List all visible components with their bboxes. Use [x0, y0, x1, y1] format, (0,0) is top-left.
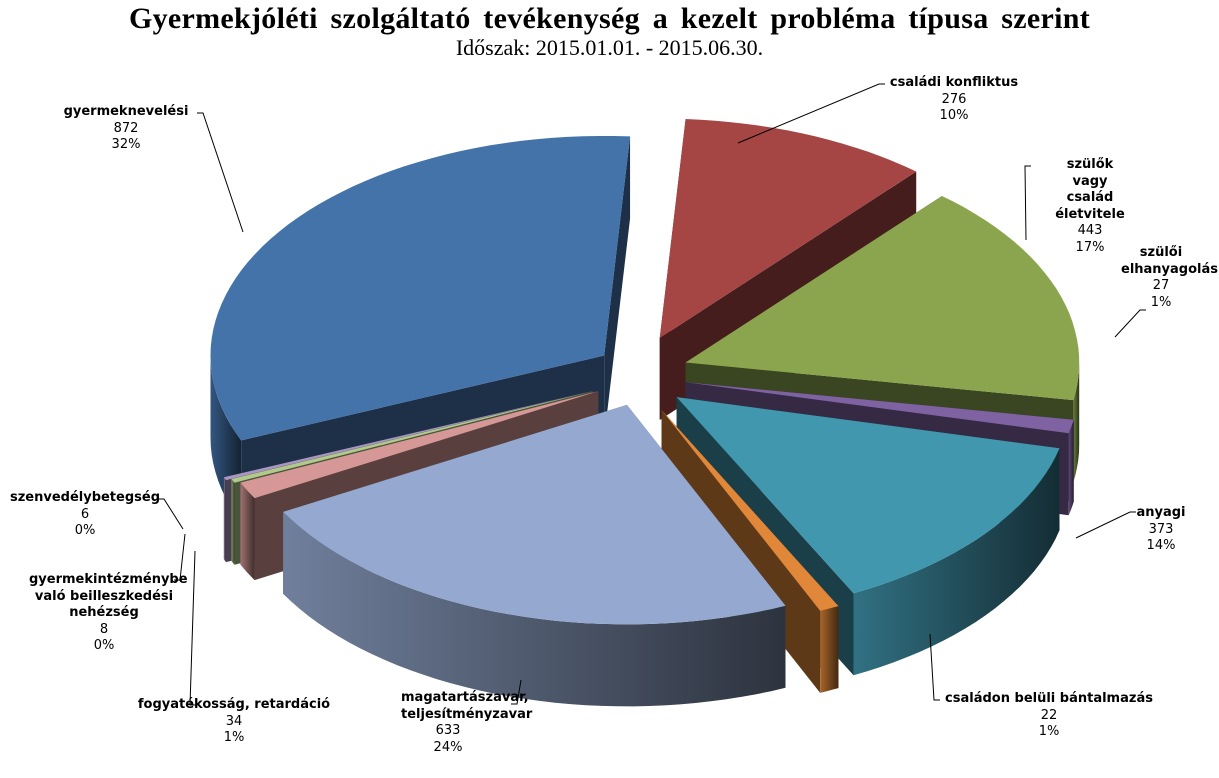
data-label-percent: 1% — [1038, 724, 1060, 739]
data-label-percent: 1% — [1150, 294, 1172, 310]
data-label-name: fogyatékosság, retardáció — [137, 697, 331, 712]
data-label-name: anyagi — [1136, 505, 1186, 520]
data-label-percent: 0% — [93, 638, 115, 653]
data-label-percent: 17% — [1075, 239, 1105, 255]
pie-side-s8 — [224, 477, 226, 562]
data-label-percent: 1% — [223, 730, 245, 745]
data-label-7 — [9, 572, 199, 655]
pie-side-s2 — [1069, 420, 1074, 516]
data-label-5 — [343, 690, 553, 756]
leader-line-2 — [1115, 310, 1146, 337]
data-label-8 — [0, 490, 190, 540]
data-label-value: 6 — [80, 506, 90, 522]
data-label-value: 373 — [1148, 521, 1174, 537]
data-label-value: 34 — [225, 713, 243, 729]
data-label-percent: 14% — [1146, 538, 1176, 553]
data-label-4 — [944, 691, 1154, 741]
data-label-name: családon belüli bántalmazás — [945, 691, 1153, 706]
data-label-name: szülők vagy család életvitele — [1055, 157, 1125, 222]
data-label-value: 22 — [1040, 707, 1058, 723]
data-label-name: családi konfliktus — [889, 75, 1019, 90]
data-label-name: szenvedélybetegség — [9, 490, 161, 505]
data-label-value: 276 — [941, 91, 967, 107]
data-label-value: 8 — [99, 621, 109, 637]
data-label-2 — [1056, 245, 1219, 311]
data-label-value: 443 — [1077, 223, 1103, 238]
data-label-6 — [129, 697, 339, 747]
pie-side-s7 — [231, 479, 234, 565]
pie-tops — [211, 119, 1080, 624]
data-label-value: 633 — [435, 723, 461, 738]
data-label-percent: 32% — [111, 137, 141, 152]
data-label-value: 872 — [113, 120, 139, 136]
data-label-0 — [849, 75, 1059, 125]
data-label-percent: 0% — [74, 523, 96, 538]
chart-subtitle: Időszak: 2015.01.01. - 2015.06.30. — [455, 35, 764, 60]
data-label-9 — [21, 104, 231, 154]
data-label-percent: 24% — [433, 739, 463, 755]
pie-side-s4 — [820, 606, 838, 693]
data-label-1 — [985, 157, 1195, 256]
data-label-name: gyermekintézménybe való beilleszkedési nehézség — [29, 572, 188, 620]
data-label-name: magatartászavar, teljesítményzavar — [401, 690, 533, 722]
data-label-value: 27 — [1152, 278, 1170, 293]
data-label-percent: 10% — [939, 108, 969, 123]
data-label-name: gyermeknevelési — [63, 104, 189, 119]
pie-side-s6 — [240, 483, 254, 580]
chart-title: Gyermekjóléti szolgáltató tevékenység a kezelt probléma típusa szerint — [128, 2, 1091, 35]
data-label-name: szülői elhanyagolás — [1121, 245, 1219, 277]
data-label-3 — [1056, 505, 1219, 555]
